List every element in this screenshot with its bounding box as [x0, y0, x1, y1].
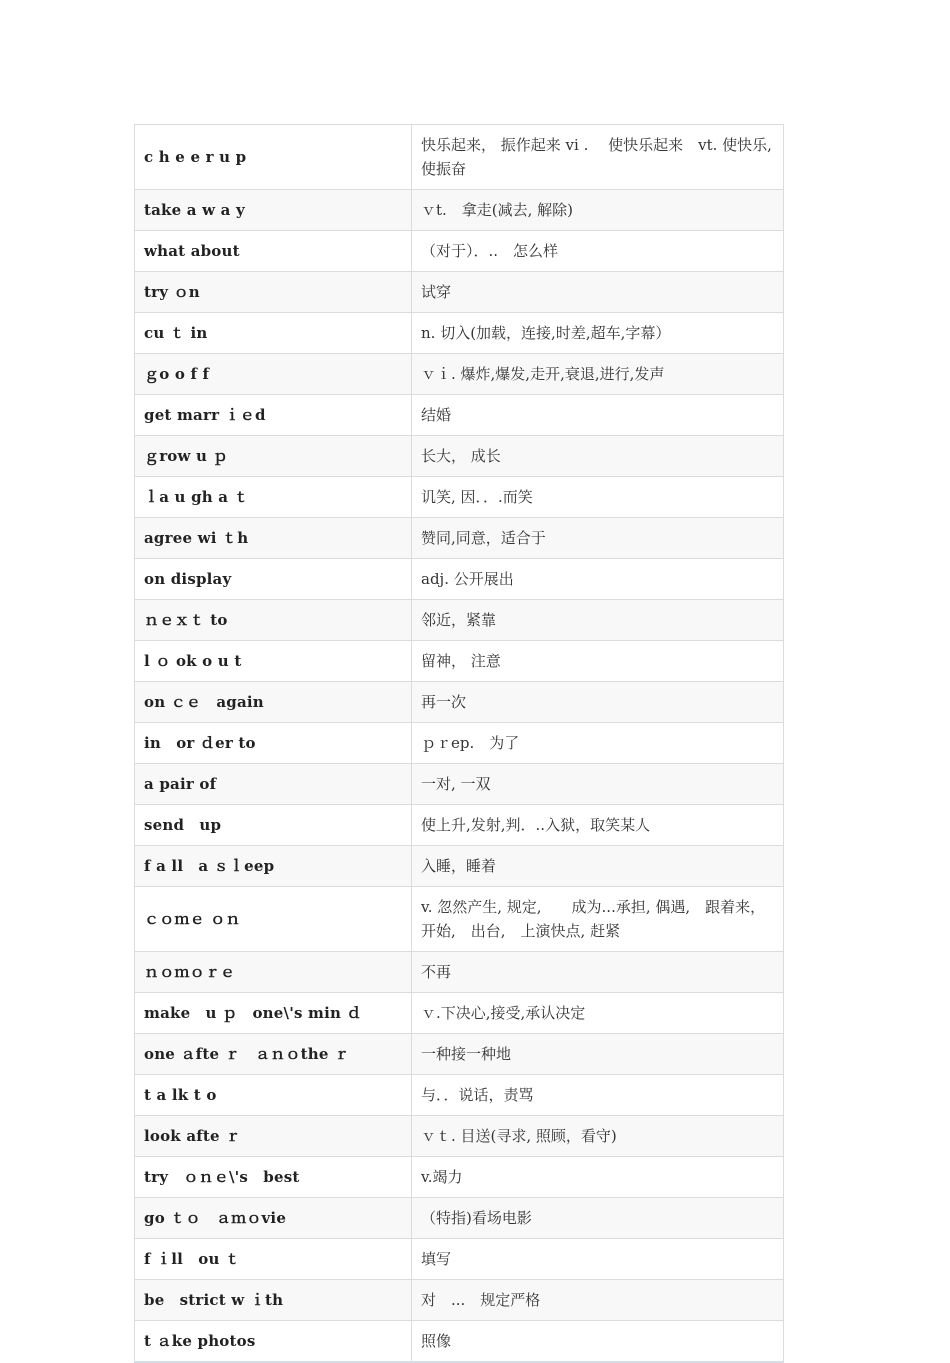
- phrase-cell: ｇrow u ｐ: [135, 436, 412, 477]
- meaning-cell: 结婚: [412, 395, 784, 436]
- meaning-cell: 不再: [412, 952, 784, 993]
- phrase-cell: be strict w ｉth: [135, 1280, 412, 1321]
- table-row: [135, 313, 784, 354]
- table-row: [135, 764, 784, 805]
- phrase-cell: t ａke photos: [135, 1321, 412, 1363]
- meaning-cell: （特指)看场电影: [412, 1198, 784, 1239]
- table-row: [135, 1321, 784, 1363]
- meaning-cell: n. 切入(加载，连接,时差,超车,字幕）: [412, 313, 784, 354]
- table-row: [135, 600, 784, 641]
- meaning-cell: 赞同,同意，适合于: [412, 518, 784, 559]
- table-row: [135, 1239, 784, 1280]
- table-row: [135, 272, 784, 313]
- phrase-cell: f ｉll ou ｔ: [135, 1239, 412, 1280]
- phrase-cell: make u ｐ one\'s min ｄ: [135, 993, 412, 1034]
- phrase-cell: agree wi ｔh: [135, 518, 412, 559]
- phrase-cell: try ｏｎｅ\'s best: [135, 1157, 412, 1198]
- phrase-cell: on display: [135, 559, 412, 600]
- meaning-cell: 使上升,发射,判．..入狱，取笑某人: [412, 805, 784, 846]
- table-row: [135, 641, 784, 682]
- phrase-cell: try ｏn: [135, 272, 412, 313]
- phrase-cell: l ｏ ok o u t: [135, 641, 412, 682]
- phrase-cell: on ｃｅ again: [135, 682, 412, 723]
- table-row: [135, 190, 784, 231]
- meaning-cell: 留神， 注意: [412, 641, 784, 682]
- table-row: [135, 682, 784, 723]
- phrase-cell: look afte ｒ: [135, 1116, 412, 1157]
- meaning-cell: ｖ.下决心,接受,承认决定: [412, 993, 784, 1034]
- vocabulary-table: [134, 124, 784, 1363]
- table-row: [135, 1280, 784, 1321]
- phrase-cell: c h e e r u p: [135, 125, 412, 190]
- table-row: [135, 887, 784, 952]
- table-row: [135, 1198, 784, 1239]
- phrase-cell: ｎｏｍｏｒｅ: [135, 952, 412, 993]
- table-row: [135, 805, 784, 846]
- table-row: [135, 1116, 784, 1157]
- table-row: [135, 1075, 784, 1116]
- table-row: [135, 477, 784, 518]
- phrase-cell: take a w a y: [135, 190, 412, 231]
- meaning-cell: 与．．说话，责骂: [412, 1075, 784, 1116]
- table-row: [135, 952, 784, 993]
- table-row: [135, 125, 784, 190]
- meaning-cell: adj. 公开展出: [412, 559, 784, 600]
- meaning-cell: 邻近，紧靠: [412, 600, 784, 641]
- table-row: [135, 723, 784, 764]
- meaning-cell: v.竭力: [412, 1157, 784, 1198]
- table-row: [135, 395, 784, 436]
- phrase-cell: go ｔｏ ａｍｏvie: [135, 1198, 412, 1239]
- meaning-cell: 长大， 成长: [412, 436, 784, 477]
- table-row: [135, 354, 784, 395]
- table-row: [135, 993, 784, 1034]
- meaning-cell: 入睡，睡着: [412, 846, 784, 887]
- phrase-cell: ｌa u gh a ｔ: [135, 477, 412, 518]
- phrase-cell: one ａfte ｒ ａｎｏthe ｒ: [135, 1034, 412, 1075]
- phrase-cell: f a ll a ｓｌeep: [135, 846, 412, 887]
- meaning-cell: ｖt. 拿走(减去, 解除): [412, 190, 784, 231]
- meaning-cell: ｖｔ. 目送(寻求, 照顾，看守): [412, 1116, 784, 1157]
- table-row: [135, 846, 784, 887]
- phrase-cell: ｎｅｘｔ to: [135, 600, 412, 641]
- meaning-cell: 试穿: [412, 272, 784, 313]
- meaning-cell: 一种接一种地: [412, 1034, 784, 1075]
- meaning-cell: ｐｒep. 为了: [412, 723, 784, 764]
- meaning-cell: 照像: [412, 1321, 784, 1363]
- table-row: [135, 518, 784, 559]
- phrase-cell: t a lk t o: [135, 1075, 412, 1116]
- meaning-cell: （对于）．.. 怎么样: [412, 231, 784, 272]
- meaning-cell: 讥笑, 因．．.而笑: [412, 477, 784, 518]
- phrase-cell: ｃｏｍｅ ｏｎ: [135, 887, 412, 952]
- phrase-cell: ｇo o f f: [135, 354, 412, 395]
- phrase-cell: get marr ｉｅd: [135, 395, 412, 436]
- vocabulary-table-body: [135, 125, 784, 1363]
- meaning-cell: 再一次: [412, 682, 784, 723]
- meaning-cell: ｖｉ. 爆炸,爆发,走开,衰退,进行,发声: [412, 354, 784, 395]
- phrase-cell: cu ｔ in: [135, 313, 412, 354]
- meaning-cell: 快乐起来， 振作起来 vi . 使快乐起来 vt. 使快乐, 使振奋: [412, 125, 784, 190]
- table-row: [135, 1157, 784, 1198]
- phrase-cell: in or ｄer to: [135, 723, 412, 764]
- table-row: [135, 231, 784, 272]
- phrase-cell: what about: [135, 231, 412, 272]
- table-row: [135, 1034, 784, 1075]
- meaning-cell: 填写: [412, 1239, 784, 1280]
- table-row: [135, 559, 784, 600]
- phrase-cell: a pair of: [135, 764, 412, 805]
- table-row: [135, 436, 784, 477]
- meaning-cell: 对 ... 规定严格: [412, 1280, 784, 1321]
- phrase-cell: send up: [135, 805, 412, 846]
- meaning-cell: v. 忽然产生, 规定, 成为...承担, 偶遇, 跟着来， 开始, 出台, 上演快点, 赶紧: [412, 887, 784, 952]
- meaning-cell: 一对, 一双: [412, 764, 784, 805]
